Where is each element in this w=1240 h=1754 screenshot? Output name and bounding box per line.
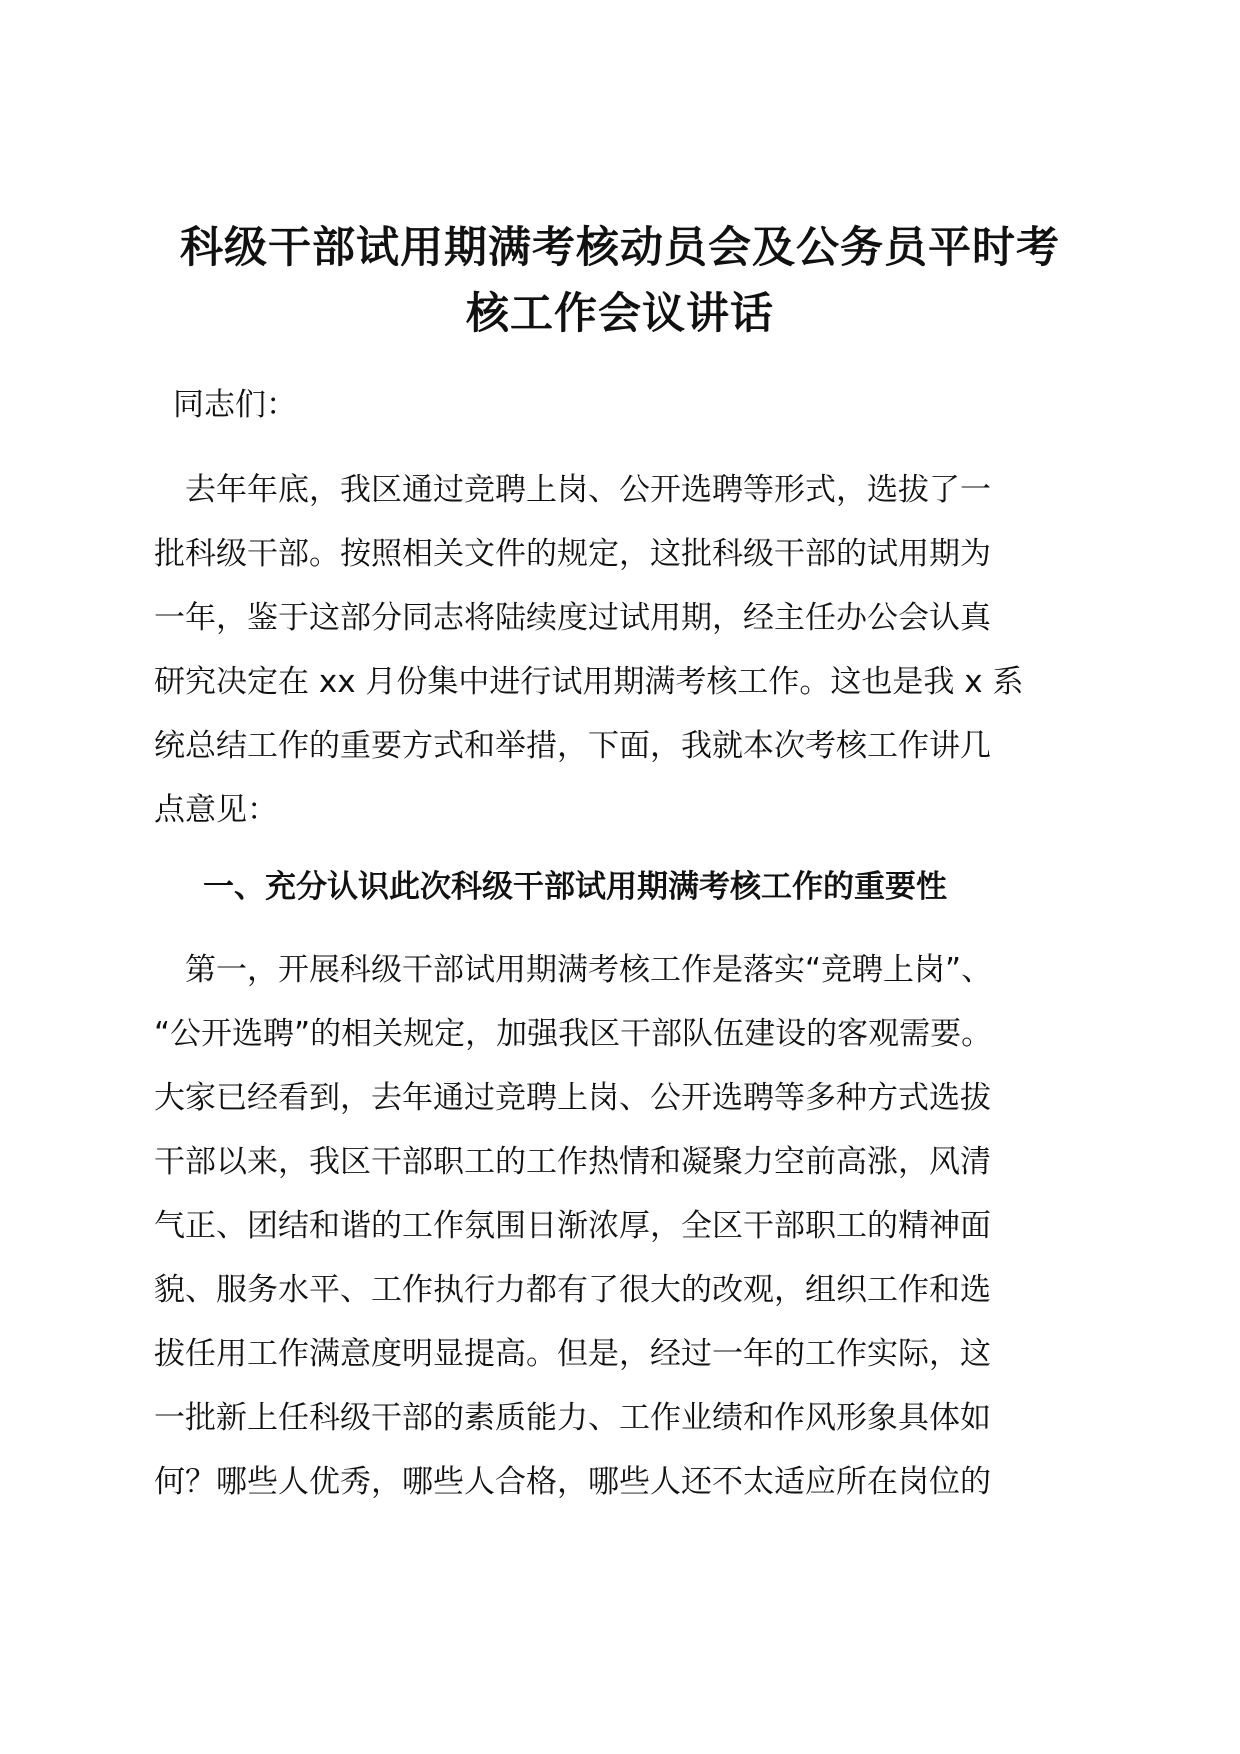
greeting: 同志们： [173,387,297,423]
paragraph-line: 点意见： [154,792,278,828]
paragraph-line: 拔任用工作满意度明显提高。但是，经过一年的工作实际，这 [154,1336,991,1372]
title-line: 科级干部试用期满考核动员会及公务员平时考 [180,223,1060,273]
paragraph-line: 统总结工作的重要方式和举措，下面，我就本次考核工作讲几 [154,728,991,764]
paragraph-section1 [154,938,1090,1514]
document-title [150,215,1090,347]
section-heading: 一、充分认识此次科级干部试用期满考核工作的重要性 [203,869,947,905]
paragraph-line: “公开选聘”的相关规定，加强我区干部队伍建设的客观需要。 [154,1016,993,1052]
paragraph-line: 批科级干部。按照相关文件的规定，这批科级干部的试用期为 [154,536,991,572]
paragraph-line: 一年，鉴于这部分同志将陆续度过试用期，经主任办公会认真 [154,600,991,636]
paragraph-line: 去年年底，我区通过竞聘上岗、公开选聘等形式，选拔了一 [154,472,991,508]
paragraph-line: 干部以来，我区干部职工的工作热情和凝聚力空前高涨，风清 [154,1144,991,1180]
paragraph-line: 大家已经看到，去年通过竞聘上岗、公开选聘等多种方式选拔 [154,1080,991,1116]
paragraph-line: 研究决定在 xx 月份集中进行试用期满考核工作。这也是我 x 系 [154,664,1024,700]
paragraph-line: 第一，开展科级干部试用期满考核工作是落实“竞聘上岗”、 [154,952,993,988]
paragraph-line: 一批新上任科级干部的素质能力、工作业绩和作风形象具体如 [154,1400,991,1436]
title-line: 核工作会议讲话 [466,289,774,339]
paragraph-line: 气正、团结和谐的工作氛围日渐浓厚，全区干部职工的精神面 [154,1208,991,1244]
paragraph-intro [154,458,1090,842]
paragraph-line: 貌、服务水平、工作执行力都有了很大的改观，组织工作和选 [154,1272,991,1308]
paragraph-line: 何？哪些人优秀，哪些人合格，哪些人还不太适应所在岗位的 [154,1464,991,1500]
